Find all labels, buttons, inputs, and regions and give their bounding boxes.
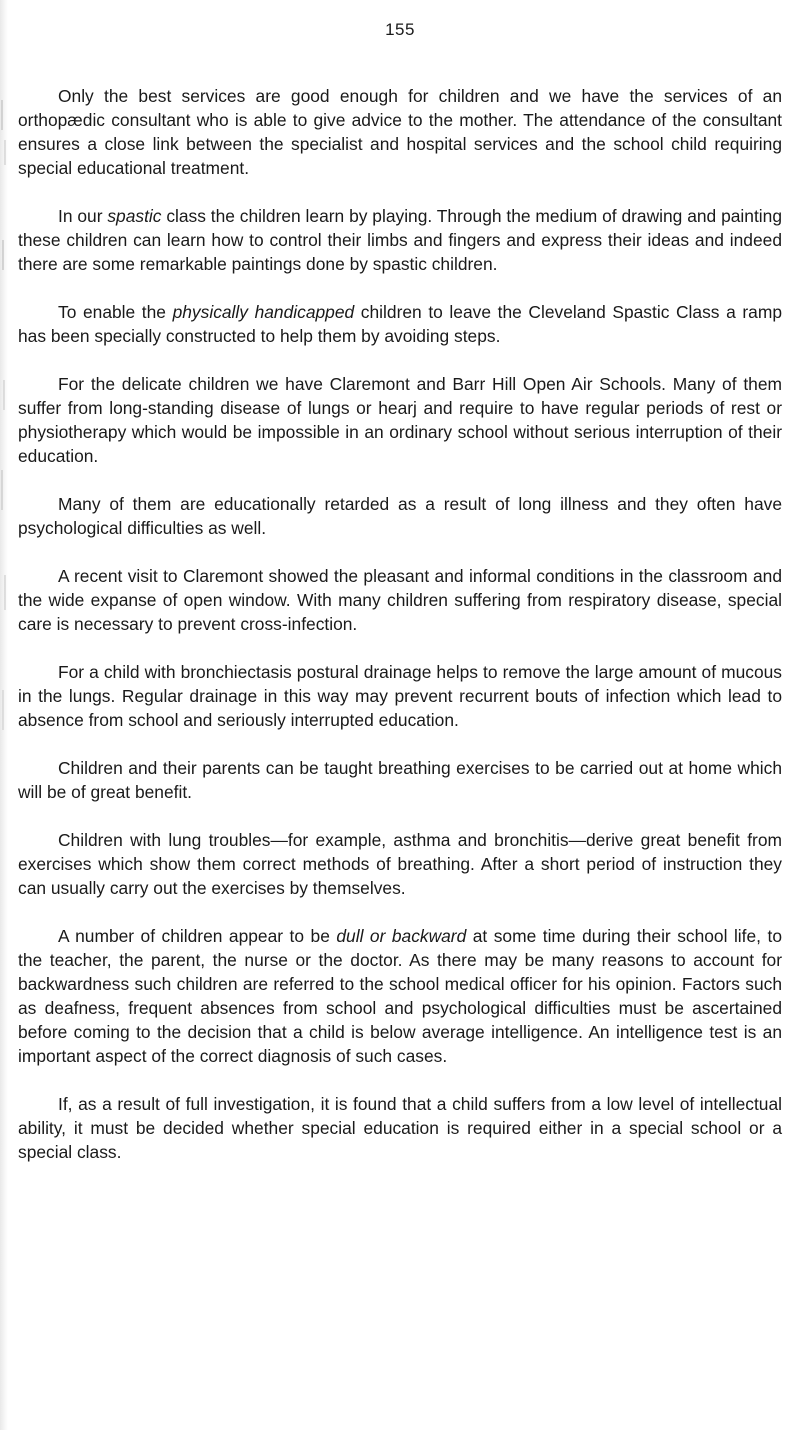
- paragraph: [18, 564, 782, 636]
- paragraph-text: A number of children appear to be: [58, 926, 337, 946]
- paragraph: [18, 756, 782, 804]
- binding-marks: [0, 0, 14, 1430]
- paragraph-text: Only the best services are good enough for children and we have the services of an orthopædic consultant who is able to give advice to the mother. The attendance of the consultant ensures a close link between the specialist and hospital services and the school child requiring special educational treatment.: [18, 86, 782, 178]
- paragraph: [18, 204, 782, 276]
- body-text: [18, 84, 782, 1188]
- paragraph: [18, 372, 782, 468]
- paragraph: [18, 492, 782, 540]
- paragraph-text: In our: [58, 206, 108, 226]
- page-number: 155: [385, 20, 415, 39]
- paragraph-text: at some time during their school life, to the teacher, the parent, the nurse or the doctor. As there may be many reasons to account for backwardness such children are referred to the school medical officer for his opinion. Factors such as deafness, frequent absences from school and psychological difficulties must be ascertained before coming to the decision that a child is below average intelligence. An intelligence test is an important aspect of the correct diagnosis of such cases.: [18, 926, 782, 1066]
- paragraph-text: For a child with bronchiectasis postural drainage helps to remove the large amount of mucous in the lungs. Regular drainage in this way may prevent recurrent bouts of infection which lead to absence from school and seriously interrupted education.: [18, 662, 782, 730]
- paragraph-text: class the children learn by playing. Through the medium of drawing and painting these children can learn how to control their limbs and fingers and express their ideas and indeed there are some remarkable paintings done by spastic children.: [18, 206, 782, 274]
- paragraph: [18, 84, 782, 180]
- paragraph-text: If, as a result of full investigation, it is found that a child suffers from a low level of intellectual ability, it must be decided whether special education is required either in a special school or a special class.: [18, 1094, 782, 1162]
- italic-text: physically handicapped: [172, 302, 355, 322]
- paragraph-text: A recent visit to Claremont showed the pleasant and informal conditions in the classroom and the wide expanse of open window. With many children suffering from respiratory disease, special care is necessary to prevent cross-infection.: [18, 566, 782, 634]
- paragraph-text: children to leave the Cleveland Spastic Class a ramp has been specially constructed to help them by avoiding steps.: [18, 302, 782, 346]
- paragraph-text: For the delicate children we have Claremont and Barr Hill Open Air Schools. Many of them suffer from long-standing disease of lungs or hearj and require to have regular periods of rest or physiotherapy which would be impossible in an ordinary school without serious interruption of their education.: [18, 374, 782, 466]
- paragraph: [18, 300, 782, 348]
- paragraph: [18, 828, 782, 900]
- paragraph-text: Many of them are educationally retarded as a result of long illness and they often have psychological difficulties as well.: [18, 494, 782, 538]
- paragraph-text: Children with lung troubles—for example, asthma and bronchitis—derive great benefit from exercises which show them correct methods of breathing. After a short period of instruction they can usually carry out the exercises by themselves.: [18, 830, 782, 898]
- italic-text: dull or backward: [336, 926, 467, 946]
- paragraph: [18, 1092, 782, 1164]
- italic-text: spastic: [107, 206, 162, 226]
- paragraph-text: Children and their parents can be taught breathing exercises to be carried out at home which will be of great benefit.: [18, 758, 782, 802]
- paragraph: [18, 924, 782, 1068]
- paragraph-text: To enable the: [58, 302, 173, 322]
- paragraph: [18, 660, 782, 732]
